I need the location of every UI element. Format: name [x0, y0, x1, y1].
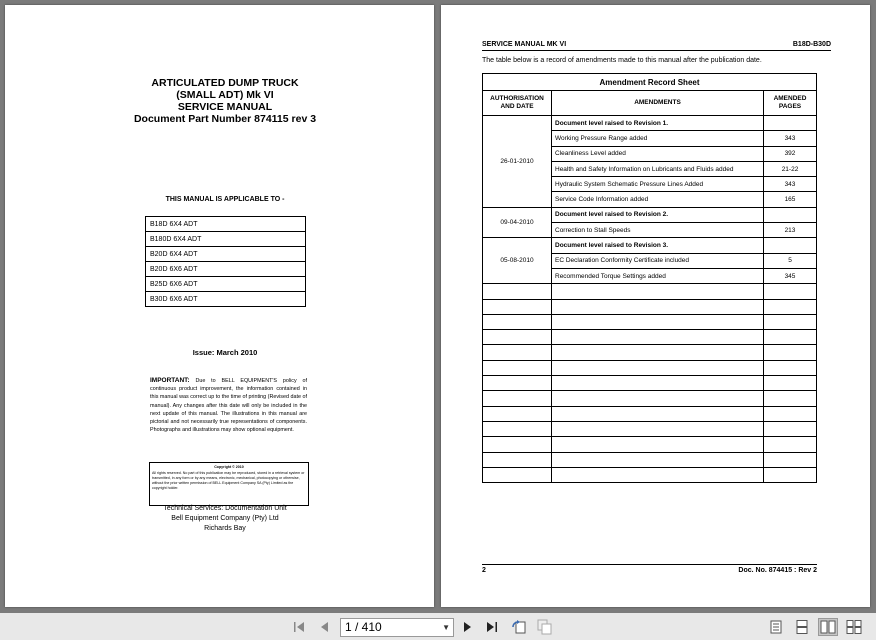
- amended-pages-cell: 345: [764, 268, 817, 283]
- model-cell: B25D 6X6 ADT: [146, 277, 306, 292]
- last-page-button[interactable]: [485, 619, 499, 635]
- next-page-button[interactable]: [462, 619, 474, 635]
- empty-cell: [552, 391, 764, 406]
- header-right: B18D-B30D: [792, 41, 831, 48]
- title-line: (SMALL ADT) Mk VI: [176, 89, 274, 101]
- empty-table-row: [483, 406, 817, 421]
- amended-pages-cell: 165: [764, 192, 817, 207]
- amendment-cell: Working Pressure Range added: [552, 131, 764, 146]
- amendment-cell: Health and Safety Information on Lubricants and Fluids added: [552, 161, 764, 176]
- model-table: [145, 216, 306, 307]
- amended-pages-cell: 392: [764, 146, 817, 161]
- empty-table-row: [483, 284, 817, 299]
- continuous-view-icon: [796, 620, 808, 634]
- empty-table-row: [483, 299, 817, 314]
- table-row: [483, 116, 817, 131]
- technical-services: [5, 504, 445, 534]
- empty-cell: [764, 284, 817, 299]
- empty-cell: [552, 406, 764, 421]
- single-page-view-button[interactable]: [766, 618, 786, 636]
- two-page-view-button[interactable]: [818, 618, 838, 636]
- empty-cell: [552, 421, 764, 436]
- amendment-table: [482, 73, 817, 483]
- last-page-icon: [486, 621, 498, 633]
- empty-cell: [764, 421, 817, 436]
- model-cell: B180D 6X4 ADT: [146, 232, 306, 247]
- page-number-input[interactable]: [340, 618, 454, 637]
- model-cell: B18D 6X4 ADT: [146, 217, 306, 232]
- first-page-button[interactable]: [292, 619, 306, 635]
- empty-cell: [552, 299, 764, 314]
- empty-cell: [483, 467, 552, 482]
- empty-table-row: [483, 452, 817, 467]
- previous-page-button[interactable]: [318, 619, 330, 635]
- empty-cell: [552, 330, 764, 345]
- empty-cell: [764, 406, 817, 421]
- empty-cell: [552, 314, 764, 329]
- col-header-auth: AUTHORISATION AND DATE: [483, 91, 552, 116]
- page-indicator: 1 / 410: [345, 620, 382, 634]
- amended-pages-cell: 343: [764, 177, 817, 192]
- important-label: IMPORTANT:: [150, 377, 190, 384]
- issue-date: Issue: March 2010: [192, 348, 258, 357]
- copyright-text: All rights reserved. No part of this publication may be reproduced, stored in a retrieval system or transmitted, in any form or by any means, electronic, mechanical, photocopying or otherwise, without the prior written permission of BELL Equipment Company SA (Pty) Limited as the copyright holder.: [152, 471, 305, 490]
- amended-pages-cell: 213: [764, 223, 817, 238]
- rotate-icon: [511, 619, 527, 635]
- empty-table-row: [483, 376, 817, 391]
- previous-page-icon: [319, 621, 329, 633]
- important-text: Due to BELL EQUIPMENT'S policy of continuous product improvement, the information contained in this manual was correct up to the time of printing (Revised date of manual). Any changes after this date will only be included in the next update of this manual. The illustrations in this manual are pictorial and not necessarily true representations of components. Photographs and illustrations may show optional equipment.: [150, 378, 307, 434]
- empty-table-row: [483, 467, 817, 482]
- empty-cell: [483, 299, 552, 314]
- empty-table-row: [483, 314, 817, 329]
- empty-table-row: [483, 345, 817, 360]
- copy-page-icon: [537, 619, 553, 635]
- authorisation-date: 09-04-2010: [483, 207, 552, 238]
- tech-line: Technical Services: Documentation Unit: [163, 505, 287, 512]
- amendment-cell: Recommended Torque Settings added: [552, 268, 764, 283]
- amendment-cell: Document level raised to Revision 1.: [552, 116, 764, 131]
- copy-page-button[interactable]: [536, 619, 554, 635]
- two-page-continuous-view-icon: [846, 620, 862, 634]
- empty-cell: [764, 437, 817, 452]
- empty-cell: [483, 452, 552, 467]
- page-number: 2: [482, 567, 486, 574]
- empty-cell: [552, 345, 764, 360]
- title-line: ARTICULATED DUMP TRUCK: [151, 77, 299, 89]
- table-title: Amendment Record Sheet: [483, 74, 817, 91]
- empty-cell: [483, 437, 552, 452]
- amendment-cell: Correction to Stall Speeds: [552, 223, 764, 238]
- empty-cell: [764, 376, 817, 391]
- col-header-amend: AMENDMENTS: [552, 91, 764, 116]
- copyright-box: [149, 462, 309, 506]
- empty-cell: [552, 437, 764, 452]
- empty-cell: [483, 360, 552, 375]
- amendment-cell: Cleanliness Level added: [552, 146, 764, 161]
- two-page-view-icon: [820, 620, 836, 634]
- model-cell: B20D 6X6 ADT: [146, 262, 306, 277]
- two-page-continuous-view-button[interactable]: [844, 618, 864, 636]
- amended-pages-cell: [764, 238, 817, 253]
- empty-cell: [764, 467, 817, 482]
- tech-line: Richards Bay: [204, 525, 246, 532]
- table-row: [483, 238, 817, 253]
- empty-cell: [483, 314, 552, 329]
- doc-number: Doc. No. 874415 : Rev 2: [738, 567, 817, 574]
- tech-line: Bell Equipment Company (Pty) Ltd: [171, 515, 279, 522]
- pdf-page-right: [441, 5, 870, 607]
- empty-table-row: [483, 391, 817, 406]
- empty-cell: [764, 391, 817, 406]
- empty-table-row: [483, 421, 817, 436]
- amended-pages-cell: [764, 116, 817, 131]
- amendment-cell: Document level raised to Revision 2.: [552, 207, 764, 222]
- amended-pages-cell: 5: [764, 253, 817, 268]
- important-notice: [150, 377, 307, 434]
- empty-cell: [552, 360, 764, 375]
- empty-cell: [483, 345, 552, 360]
- empty-cell: [483, 376, 552, 391]
- empty-cell: [483, 421, 552, 436]
- empty-cell: [552, 467, 764, 482]
- empty-cell: [764, 299, 817, 314]
- empty-cell: [483, 330, 552, 345]
- authorisation-date: 05-08-2010: [483, 238, 552, 284]
- header-left: SERVICE MANUAL MK VI: [482, 41, 567, 48]
- single-page-view-icon: [770, 620, 782, 634]
- intro-text: The table below is a record of amendments made to this manual after the publication date.: [482, 57, 762, 64]
- rotate-button[interactable]: [510, 619, 528, 635]
- empty-cell: [483, 406, 552, 421]
- model-cell: B30D 6X6 ADT: [146, 292, 306, 307]
- amended-pages-cell: [764, 207, 817, 222]
- table-row: [483, 207, 817, 222]
- col-header-pages: AMENDED PAGES: [764, 91, 817, 116]
- empty-table-row: [483, 360, 817, 375]
- empty-table-row: [483, 330, 817, 345]
- amended-pages-cell: 21-22: [764, 161, 817, 176]
- manual-title: [5, 77, 445, 125]
- empty-cell: [764, 345, 817, 360]
- empty-cell: [552, 376, 764, 391]
- title-line: Document Part Number 874115 rev 3: [133, 113, 317, 125]
- authorisation-date: 26-01-2010: [483, 116, 552, 208]
- title-line: SERVICE MANUAL: [177, 101, 273, 113]
- page-header: [482, 41, 831, 51]
- amendment-cell: EC Declaration Conformity Certificate included: [552, 253, 764, 268]
- amendment-cell: Document level raised to Revision 3.: [552, 238, 764, 253]
- pdf-page-left: [5, 5, 434, 607]
- page-footer: [482, 564, 817, 574]
- next-page-icon: [463, 621, 473, 633]
- viewer-toolbar: [0, 613, 876, 640]
- empty-cell: [764, 330, 817, 345]
- amended-pages-cell: 343: [764, 131, 817, 146]
- empty-cell: [483, 284, 552, 299]
- model-cell: B20D 6X4 ADT: [146, 247, 306, 262]
- first-page-icon: [293, 621, 305, 633]
- empty-cell: [552, 452, 764, 467]
- continuous-view-button[interactable]: [792, 618, 812, 636]
- amendment-cell: Service Code Information added: [552, 192, 764, 207]
- applicable-heading: THIS MANUAL IS APPLICABLE TO -: [165, 196, 285, 203]
- chevron-down-icon[interactable]: ▼: [442, 623, 450, 632]
- amendment-cell: Hydraulic System Schematic Pressure Lines Added: [552, 177, 764, 192]
- empty-cell: [764, 314, 817, 329]
- empty-cell: [764, 452, 817, 467]
- amendment-rows: [483, 116, 817, 483]
- empty-table-row: [483, 437, 817, 452]
- empty-cell: [764, 360, 817, 375]
- empty-cell: [483, 391, 552, 406]
- empty-cell: [552, 284, 764, 299]
- copyright-title: Copyright © 2010: [214, 465, 244, 469]
